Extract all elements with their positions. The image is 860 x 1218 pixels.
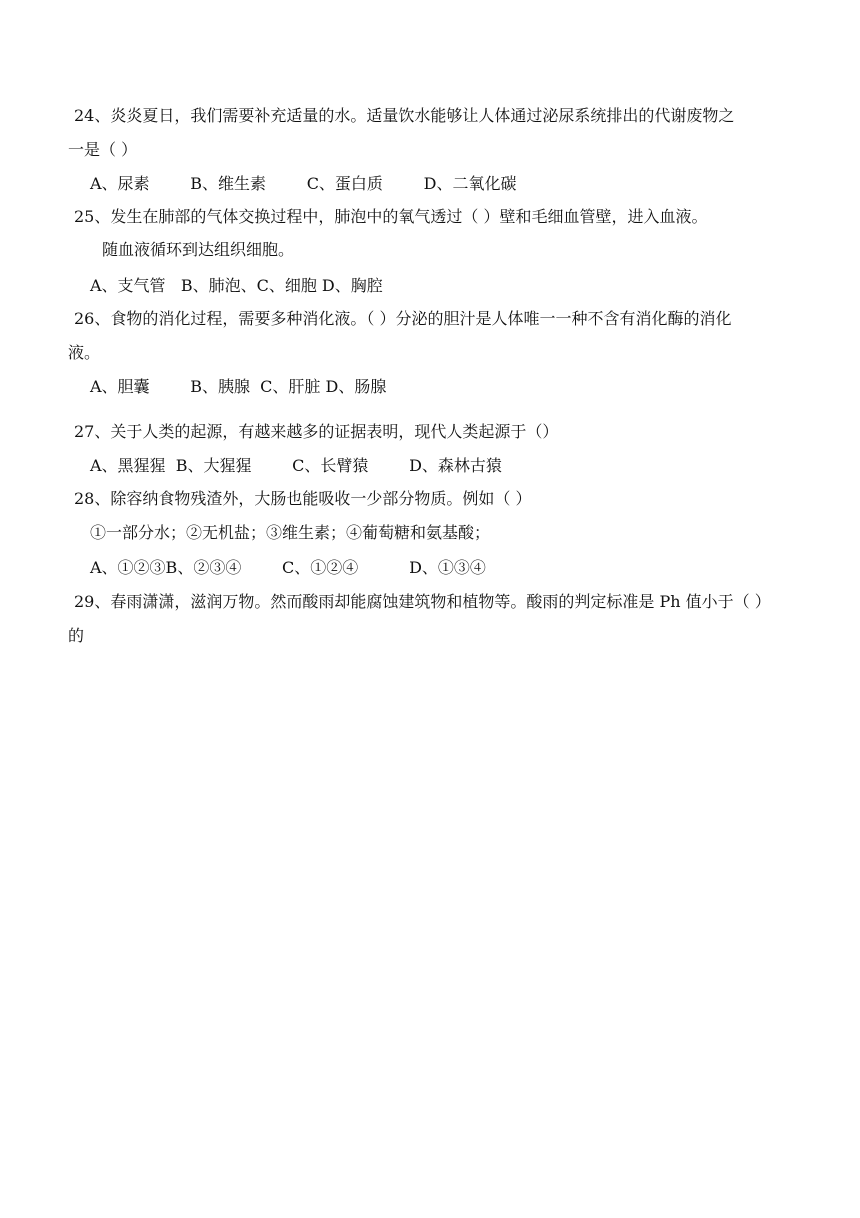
q29-stem-line-2: 的 — [68, 626, 85, 645]
q27-options: A、黑猩猩 B、大猩猩 C、长臂猿 D、森林古猿 — [90, 456, 502, 475]
q25-stem-line-1: 25、发生在肺部的气体交换过程中，肺泡中的氧气透过（ ）壁和毛细血管壁，进入血液。 — [74, 207, 708, 226]
q29-stem-line-1: 29、春雨潇潇，滋润万物。然而酸雨却能腐蚀建筑物和植物等。酸雨的判定标准是 Ph 值小于（ ） — [74, 592, 771, 611]
q28-stem-line-1: 28、除容纳食物残渣外，大肠也能吸收一少部分物质。例如（ ） — [74, 489, 532, 508]
q28-options: A、①②③B、②③④ C、①②④ D、①③④ — [90, 558, 486, 577]
q24-stem-line-1: 24、炎炎夏日，我们需要补充适量的水。适量饮水能够让人体通过泌尿系统排出的代谢废物之 — [74, 106, 735, 125]
q27-stem-line-1: 27、关于人类的起源，有越来越多的证据表明，现代人类起源于（） — [74, 422, 559, 441]
q26-options: A、胆囊 B、胰腺 C、肝脏 D、肠腺 — [90, 377, 387, 396]
q24-options: A、尿素 B、维生素 C、蛋白质 D、二氧化碳 — [90, 174, 517, 193]
q26-stem-line-1: 26、食物的消化过程，需要多种消化液。（ ）分泌的胆汁是人体唯一一种不含有消化酶的消化 — [74, 309, 732, 328]
q26-stem-line-2: 液。 — [68, 343, 101, 362]
q28-stem-line-2: ①一部分水；②无机盐；③维生素；④葡萄糖和氨基酸； — [90, 523, 491, 542]
q24-stem-line-2: 一是（ ） — [68, 140, 138, 159]
q25-options: A、支气管 B、肺泡、C、细胞 D、胸腔 — [90, 276, 383, 295]
q25-stem-line-2: 随血液循环到达组织细胞。 — [102, 240, 295, 259]
